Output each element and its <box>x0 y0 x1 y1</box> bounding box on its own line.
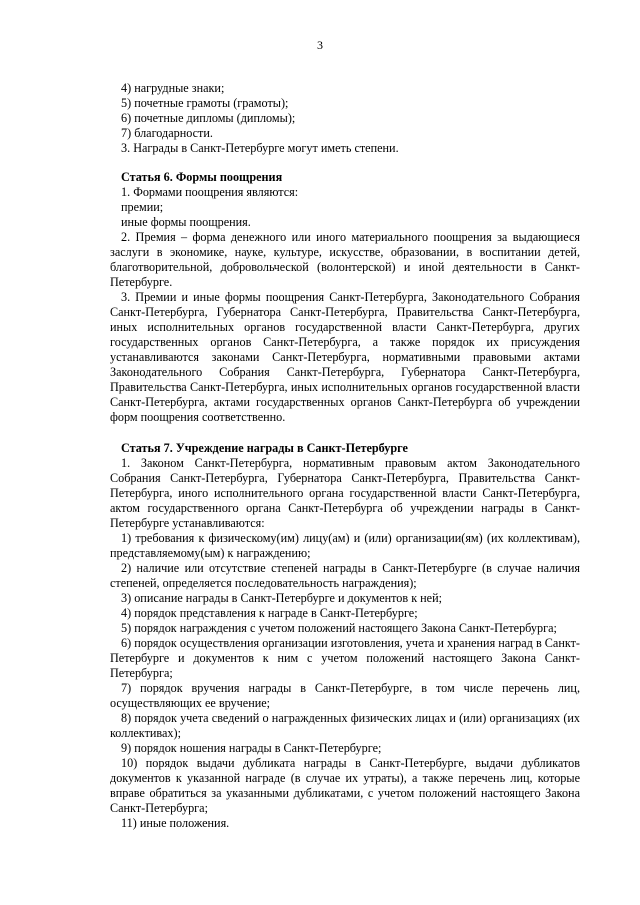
article-7-heading: Статья 7. Учреждение награды в Санкт-Петербурге <box>121 441 408 455</box>
list-item: 11) иные положения. <box>121 816 230 830</box>
article-6-heading: Статья 6. Формы поощрения <box>121 170 283 184</box>
paragraph: 3. Премии и иные формы поощрения Санкт-Петербурга, Законодательного Собрания Санкт-Петербурга, Губернатора Санкт-Петербурга, Правительства Санкт-Петербурга, иных исполнительных органов государственной власти Санкт-Петербурга, других государственных органов Санкт-Петербурга, а также порядок их присуждения устанавливаются законами Санкт-Петербурга, нормативными правовыми актами Законодательного Собрания Санкт-Петербурга, Губернатора Санкт-Петербурга, Правительства Санкт-Петербурга, иных исполнительных органов государственной власти Санкт-Петербурга, актами государственных органов Санкт-Петербурга об учреждении форм поощрения соответственно. <box>110 290 580 424</box>
list-item: 3) описание награды в Санкт-Петербурге и документов к ней; <box>121 591 442 605</box>
list-item: 9) порядок ношения награды в Санкт-Петербурге; <box>121 741 382 755</box>
list-item: 7) порядок вручения награды в Санкт-Петербурге, в том числе перечень лиц, осуществляющих ее вручение; <box>110 681 580 710</box>
list-item: 6) порядок осуществления организации изготовления, учета и хранения наград в Санкт-Петербурге и документов к ним с учетом положений настоящего Закона Санкт-Петербурга; <box>110 636 580 680</box>
paragraph: 1. Законом Санкт-Петербурга, нормативным правовым актом Законодательного Собрания Санкт-Петербурга, Губернатора Санкт-Петербурга, Правительства Санкт-Петербурга, иного исполнительного органа государственной власти Санкт-Петербурга, актом государственного органа Санкт-Петербурга об учреждении награды в Санкт-Петербурге устанавливаются: <box>110 456 580 530</box>
paragraph: премии; <box>121 200 164 214</box>
list-item: 7) благодарности. <box>121 126 213 140</box>
list-item: 8) порядок учета сведений о награжденных физических лицах и (или) организациях (их коллективах); <box>110 711 580 740</box>
page-number: 3 <box>317 38 323 52</box>
list-item: 2) наличие или отсутствие степеней награды в Санкт-Петербурге (в случае наличия степеней, определяется последовательность награждения); <box>110 561 580 590</box>
list-item: 4) нагрудные знаки; <box>121 81 225 95</box>
list-item: 10) порядок выдачи дубликата награды в Санкт-Петербурге, выдачи дубликатов документов к указанной награде (в случае их утраты), а также перечень лиц, которые вправе обратиться за указанными дубликатами, с учетом положений настоящего Закона Санкт-Петербурга; <box>110 756 580 815</box>
paragraph: 2. Премия – форма денежного или иного материального поощрения за выдающиеся заслуги в экономике, науке, культуре, искусстве, образовании, в воспитании детей, благотворительной, добровольческой (волонтерской) и иной деятельности в Санкт-Петербурге. <box>110 230 580 289</box>
list-item: 4) порядок представления к награде в Санкт-Петербурге; <box>121 606 418 620</box>
paragraph: 1. Формами поощрения являются: <box>121 185 299 199</box>
list-item: 5) порядок награждения с учетом положений настоящего Закона Санкт-Петербурга; <box>121 621 557 635</box>
document-body <box>110 81 580 831</box>
list-item: 5) почетные грамоты (грамоты); <box>121 96 289 110</box>
list-item: 1) требования к физическому(им) лицу(ам) и (или) организации(ям) (их коллективам), представляемому(ым) к награждению; <box>110 531 580 560</box>
paragraph: иные формы поощрения. <box>121 215 251 229</box>
list-item: 6) почетные дипломы (дипломы); <box>121 111 296 125</box>
paragraph: 3. Награды в Санкт-Петербурге могут иметь степени. <box>121 141 399 155</box>
